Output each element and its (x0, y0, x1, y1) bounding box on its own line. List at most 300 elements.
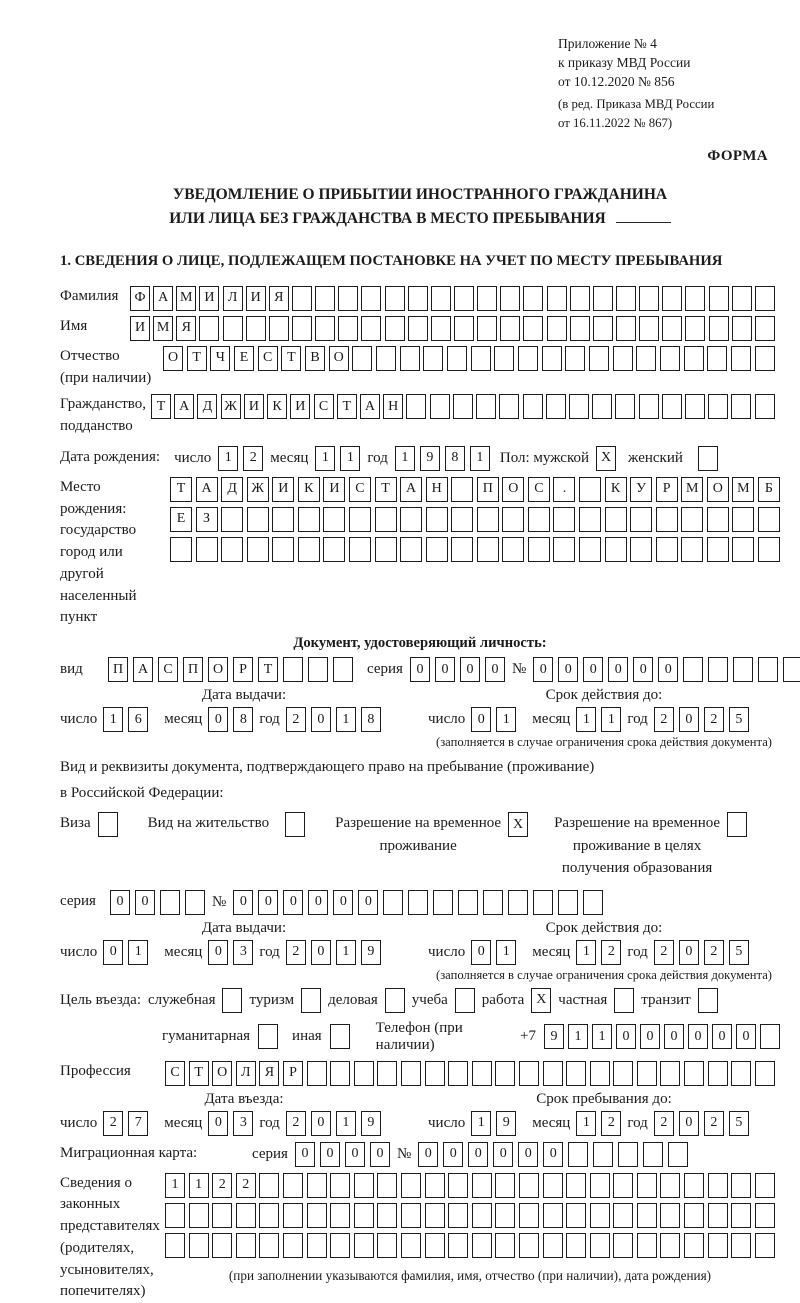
char-cell (685, 394, 705, 419)
char-cell (223, 316, 243, 341)
char-cell: 1 (315, 446, 335, 471)
char-cell (707, 507, 729, 532)
char-cell (758, 537, 780, 562)
char-cell (732, 537, 754, 562)
char-cell (758, 507, 780, 532)
char-cell: 0 (558, 657, 578, 682)
char-cell (684, 1173, 704, 1198)
char-cell (656, 507, 678, 532)
form-label: ФОРМА (707, 147, 768, 164)
char-cell: С (158, 657, 178, 682)
char-cell: 1 (336, 707, 356, 732)
char-cell: 1 (568, 1024, 588, 1049)
char-cell (377, 1203, 397, 1228)
residence-valid-date: Срок действия до: число 0 1 месяц 1 2 год 2 0 2 5 (заполняется в случае ограничения срока действия документа) (428, 920, 780, 983)
char-cell: 0 (418, 1142, 438, 1167)
char-cell (170, 537, 192, 562)
purpose-official-label: служебная (147, 991, 216, 1008)
char-cell (755, 1173, 775, 1198)
entry-stay-dates (60, 1091, 780, 1136)
char-cell: Т (281, 346, 301, 371)
char-cell: 0 (208, 707, 228, 732)
char-cell: У (630, 477, 652, 502)
birth-year-cells (395, 446, 490, 471)
char-cell: 1 (165, 1173, 185, 1198)
char-cell: 1 (189, 1173, 209, 1198)
char-cell (430, 394, 450, 419)
char-cell (269, 316, 289, 341)
char-cell: 1 (576, 1111, 596, 1136)
char-cell (375, 537, 397, 562)
char-cell: 1 (340, 446, 360, 471)
char-cell (732, 316, 752, 341)
year-label: год (259, 943, 280, 960)
char-cell (472, 1061, 492, 1086)
surname-label: Фамилия (60, 287, 119, 304)
char-cell (637, 1233, 657, 1258)
char-cell: П (477, 477, 499, 502)
char-cell: О (208, 657, 228, 682)
char-cell (566, 1203, 586, 1228)
char-cell (708, 1203, 728, 1228)
char-cell (451, 507, 473, 532)
char-cell (472, 1233, 492, 1258)
identity-number-label: № (511, 661, 527, 678)
month-label: месяц (164, 943, 203, 960)
char-cell: С (258, 346, 278, 371)
residence-issue-month-cells (208, 940, 253, 965)
profession-row (60, 1061, 780, 1086)
char-cell: 0 (518, 1142, 538, 1167)
char-cell: . (553, 477, 575, 502)
char-cell (349, 537, 371, 562)
char-cell (165, 1203, 185, 1228)
char-cell: 0 (658, 657, 678, 682)
char-cell (431, 316, 451, 341)
purpose-other-label: иная (292, 1028, 322, 1045)
char-cell: И (323, 477, 345, 502)
given-name-row (60, 316, 780, 341)
char-cell: 0 (103, 940, 123, 965)
char-cell (613, 1061, 633, 1086)
char-cell: 0 (311, 940, 331, 965)
stay-year-cells (654, 1111, 749, 1136)
char-cell (330, 1173, 350, 1198)
char-cell: 0 (679, 707, 699, 732)
char-cell: 1 (218, 446, 238, 471)
char-cell (590, 1203, 610, 1228)
char-cell (543, 1173, 563, 1198)
char-cell (708, 1061, 728, 1086)
char-cell (662, 316, 682, 341)
purpose-humanitarian-checkbox (258, 1024, 278, 1049)
residence-valid-year-cells (654, 940, 749, 965)
char-cell: 0 (233, 890, 253, 915)
char-cell (448, 1233, 468, 1258)
char-cell (298, 537, 320, 562)
char-cell (683, 657, 703, 682)
char-cell (330, 1024, 350, 1049)
char-cell (566, 1061, 586, 1086)
purpose-transit-checkbox (698, 988, 718, 1013)
char-cell (616, 286, 636, 311)
char-cell (783, 657, 800, 682)
char-cell: Д (221, 477, 243, 502)
char-cell (477, 507, 499, 532)
char-cell (708, 394, 728, 419)
char-cell: Н (426, 477, 448, 502)
char-cell (731, 1233, 751, 1258)
legal-representatives-row (60, 1173, 780, 1303)
char-cell: 0 (712, 1024, 732, 1049)
char-cell (523, 286, 543, 311)
residence-series-label: серия (60, 893, 96, 910)
birth-place-label: Место рождения: государство город или другой населенный пункт (60, 478, 137, 626)
char-cell: М (153, 316, 173, 341)
char-cell: Л (223, 286, 243, 311)
char-cell (307, 1173, 327, 1198)
char-cell: Е (170, 507, 192, 532)
char-cell: Т (258, 657, 278, 682)
char-cell: 1 (496, 940, 516, 965)
sex-female-checkbox (698, 446, 718, 471)
char-cell (247, 507, 269, 532)
residence-permit-checkbox (285, 812, 305, 837)
char-cell (361, 286, 381, 311)
char-cell (518, 346, 538, 371)
day-label: число (60, 943, 98, 960)
char-cell: 2 (243, 446, 263, 471)
purpose-transit-label: транзит (641, 991, 691, 1008)
identity-number-cells (533, 657, 800, 682)
char-cell (453, 394, 473, 419)
month-label: месяц (164, 1114, 203, 1131)
char-cell (579, 477, 601, 502)
char-cell (553, 537, 575, 562)
month-label: месяц (270, 449, 309, 466)
char-cell (499, 394, 519, 419)
char-cell (570, 286, 590, 311)
char-cell (523, 394, 543, 419)
char-cell (708, 1233, 728, 1258)
char-cell (558, 890, 578, 915)
char-cell: 6 (128, 707, 148, 732)
char-cell: X (508, 812, 528, 837)
residence-validity-note: (заполняется в случае ограничения срока действия документа) (436, 967, 772, 982)
identity-series-cells (410, 657, 505, 682)
char-cell (425, 1203, 445, 1228)
char-cell (376, 346, 396, 371)
char-cell (352, 346, 372, 371)
month-label: месяц (532, 711, 571, 728)
char-cell (361, 316, 381, 341)
char-cell: 0 (471, 707, 491, 732)
char-cell (283, 1233, 303, 1258)
sex-label: Пол: мужской (499, 449, 590, 466)
char-cell (684, 1233, 704, 1258)
given-name-cells (130, 316, 775, 341)
char-cell: 0 (370, 1142, 390, 1167)
char-cell (502, 537, 524, 562)
purpose-private-checkbox (614, 988, 634, 1013)
char-cell: 0 (679, 940, 699, 965)
year-label: год (259, 711, 280, 728)
char-cell: 9 (361, 940, 381, 965)
appendix-note (558, 34, 780, 132)
char-cell (301, 988, 321, 1013)
char-cell (495, 1233, 515, 1258)
char-cell (684, 1203, 704, 1228)
char-cell (236, 1203, 256, 1228)
char-cell: 1 (496, 707, 516, 732)
char-cell (377, 1173, 397, 1198)
char-cell (519, 1061, 539, 1086)
char-cell (708, 657, 728, 682)
char-cell (196, 537, 218, 562)
char-cell (755, 1061, 775, 1086)
blank-underline (616, 210, 671, 223)
char-cell (543, 1061, 563, 1086)
char-cell: 1 (395, 446, 415, 471)
char-cell: Т (337, 394, 357, 419)
char-cell: П (183, 657, 203, 682)
char-cell: 0 (308, 890, 328, 915)
char-cell: 8 (445, 446, 465, 471)
residence-issue-year-cells (286, 940, 381, 965)
char-cell (408, 316, 428, 341)
char-cell (425, 1233, 445, 1258)
char-cell (656, 537, 678, 562)
char-cell (698, 988, 718, 1013)
char-cell: 2 (601, 1111, 621, 1136)
surname-cells (130, 286, 775, 311)
day-label: число (428, 943, 466, 960)
char-cell (160, 890, 180, 915)
char-cell: X (596, 446, 616, 471)
char-cell (583, 890, 603, 915)
char-cell (590, 1173, 610, 1198)
char-cell (570, 316, 590, 341)
char-cell (354, 1233, 374, 1258)
char-cell (755, 316, 775, 341)
char-cell (477, 286, 497, 311)
legal-representatives-cells-row2 (165, 1203, 775, 1228)
visa-label: Виза (60, 815, 91, 832)
char-cell (425, 1061, 445, 1086)
entry-date: Дата въезда: число 2 7 месяц 0 3 год 2 0 1 9 (60, 1091, 428, 1136)
char-cell: 1 (103, 707, 123, 732)
char-cell: 2 (704, 940, 724, 965)
stay-until-date: Срок пребывания до: число 1 9 месяц 1 2 год 2 0 2 5 (428, 1091, 780, 1136)
char-cell: 5 (729, 940, 749, 965)
char-cell (246, 316, 266, 341)
char-cell (401, 1061, 421, 1086)
identity-dates (60, 687, 780, 750)
char-cell (637, 1173, 657, 1198)
char-cell (523, 316, 543, 341)
char-cell (639, 394, 659, 419)
char-cell (660, 1203, 680, 1228)
char-cell (247, 537, 269, 562)
char-cell: 2 (236, 1173, 256, 1198)
char-cell: С (528, 477, 550, 502)
char-cell (533, 890, 553, 915)
char-cell: К (267, 394, 287, 419)
char-cell (731, 1173, 751, 1198)
migration-card-label: Миграционная карта: (60, 1145, 198, 1162)
char-cell: А (153, 286, 173, 311)
char-cell: 3 (233, 940, 253, 965)
residence-dates (60, 920, 780, 983)
char-cell: Я (176, 316, 196, 341)
sex-female-label: женский (628, 449, 683, 466)
char-cell (760, 1024, 780, 1049)
char-cell (543, 1203, 563, 1228)
char-cell (565, 346, 585, 371)
char-cell: 0 (283, 890, 303, 915)
char-cell (662, 286, 682, 311)
identity-doc-row (60, 657, 780, 682)
char-cell (349, 507, 371, 532)
birth-month-cells (315, 446, 360, 471)
char-cell (307, 1203, 327, 1228)
residence-issue-date: Дата выдачи: число 0 1 месяц 0 3 год 2 0 1 9 (60, 920, 428, 983)
char-cell (315, 286, 335, 311)
char-cell (212, 1233, 232, 1258)
char-cell: 3 (233, 1111, 253, 1136)
char-cell (639, 316, 659, 341)
char-cell (630, 507, 652, 532)
char-cell: Р (656, 477, 678, 502)
purpose-tourism-checkbox (301, 988, 321, 1013)
char-cell: 0 (736, 1024, 756, 1049)
char-cell (385, 316, 405, 341)
char-cell: 2 (103, 1111, 123, 1136)
char-cell (307, 1233, 327, 1258)
char-cell: 0 (543, 1142, 563, 1167)
residence-series-cells (110, 890, 205, 915)
char-cell: 0 (410, 657, 430, 682)
day-label: число (174, 449, 212, 466)
char-cell (377, 1061, 397, 1086)
month-label: месяц (532, 1114, 571, 1131)
identity-issue-date: Дата выдачи: число 1 6 месяц 0 8 год 2 0 1 8 (60, 687, 428, 750)
char-cell (566, 1173, 586, 1198)
char-cell: О (212, 1061, 232, 1086)
char-cell (447, 346, 467, 371)
char-cell (733, 657, 753, 682)
char-cell (455, 988, 475, 1013)
identity-issue-day-cells (103, 707, 148, 732)
purpose-work-checkbox (531, 988, 551, 1013)
char-cell: З (196, 507, 218, 532)
char-cell (727, 812, 747, 837)
char-cell: И (130, 316, 150, 341)
visit-purpose-row (60, 988, 780, 1013)
char-cell (448, 1173, 468, 1198)
char-cell: Т (187, 346, 207, 371)
char-cell: О (163, 346, 183, 371)
char-cell (755, 1203, 775, 1228)
char-cell (400, 507, 422, 532)
revision-line: от 16.11.2022 № 867) (558, 115, 673, 130)
char-cell (732, 286, 752, 311)
identity-doc-heading: Документ, удостоверяющий личность: (293, 635, 547, 652)
char-cell: 0 (345, 1142, 365, 1167)
phone-cells (544, 1024, 780, 1049)
char-cell: 9 (420, 446, 440, 471)
char-cell: А (360, 394, 380, 419)
char-cell (258, 1024, 278, 1049)
surname-row (60, 286, 780, 311)
appendix-line: к приказу МВД России (558, 55, 691, 71)
char-cell: 5 (729, 1111, 749, 1136)
char-cell (758, 657, 778, 682)
char-cell (338, 316, 358, 341)
char-cell (199, 316, 219, 341)
char-cell (323, 537, 345, 562)
identity-series-label: серия (367, 661, 403, 678)
char-cell: И (272, 477, 294, 502)
char-cell (660, 1061, 680, 1086)
residence-valid-day-cells (471, 940, 516, 965)
char-cell (272, 507, 294, 532)
char-cell (590, 1061, 610, 1086)
char-cell (566, 1233, 586, 1258)
identity-valid-day-cells (471, 707, 516, 732)
char-cell (477, 316, 497, 341)
char-cell (590, 1233, 610, 1258)
char-cell (698, 446, 718, 471)
birth-date-row (60, 446, 780, 471)
day-label: число (60, 1114, 98, 1131)
char-cell: Т (375, 477, 397, 502)
residence-doc-intro: Вид и реквизиты документа, подтверждающего право на пребывание (проживание) в Российской Федерации: (60, 759, 595, 801)
char-cell: И (199, 286, 219, 311)
char-cell: Л (236, 1061, 256, 1086)
char-cell: 2 (286, 707, 306, 732)
char-cell: 2 (704, 707, 724, 732)
visa-checkbox (98, 812, 118, 837)
char-cell: 1 (471, 1111, 491, 1136)
patronymic-row (60, 346, 780, 390)
char-cell (292, 286, 312, 311)
char-cell: К (605, 477, 627, 502)
char-cell (593, 286, 613, 311)
legal-representatives-note: (при заполнении указываются фамилия, имя, отчество (при наличии), дата рождения) (228, 1267, 712, 1283)
char-cell: М (176, 286, 196, 311)
citizenship-label: Гражданство, подданство (60, 396, 147, 435)
char-cell: 2 (654, 940, 674, 965)
identity-valid-date: Срок действия до: число 0 1 месяц 1 1 год 2 0 2 5 (заполняется в случае ограничения срока действия документа) (428, 687, 780, 750)
char-cell: К (298, 477, 320, 502)
char-cell: 0 (333, 890, 353, 915)
char-cell (259, 1233, 279, 1258)
stay-month-cells (576, 1111, 621, 1136)
char-cell (471, 346, 491, 371)
char-cell: 0 (320, 1142, 340, 1167)
birth-place-cells-row1 (170, 477, 780, 502)
char-cell (614, 988, 634, 1013)
char-cell: 1 (336, 1111, 356, 1136)
char-cell (221, 537, 243, 562)
char-cell (385, 286, 405, 311)
char-cell: 2 (654, 707, 674, 732)
day-label: число (60, 711, 98, 728)
char-cell: Ф (130, 286, 150, 311)
birth-place-cells-row3 (170, 537, 780, 562)
char-cell (383, 890, 403, 915)
